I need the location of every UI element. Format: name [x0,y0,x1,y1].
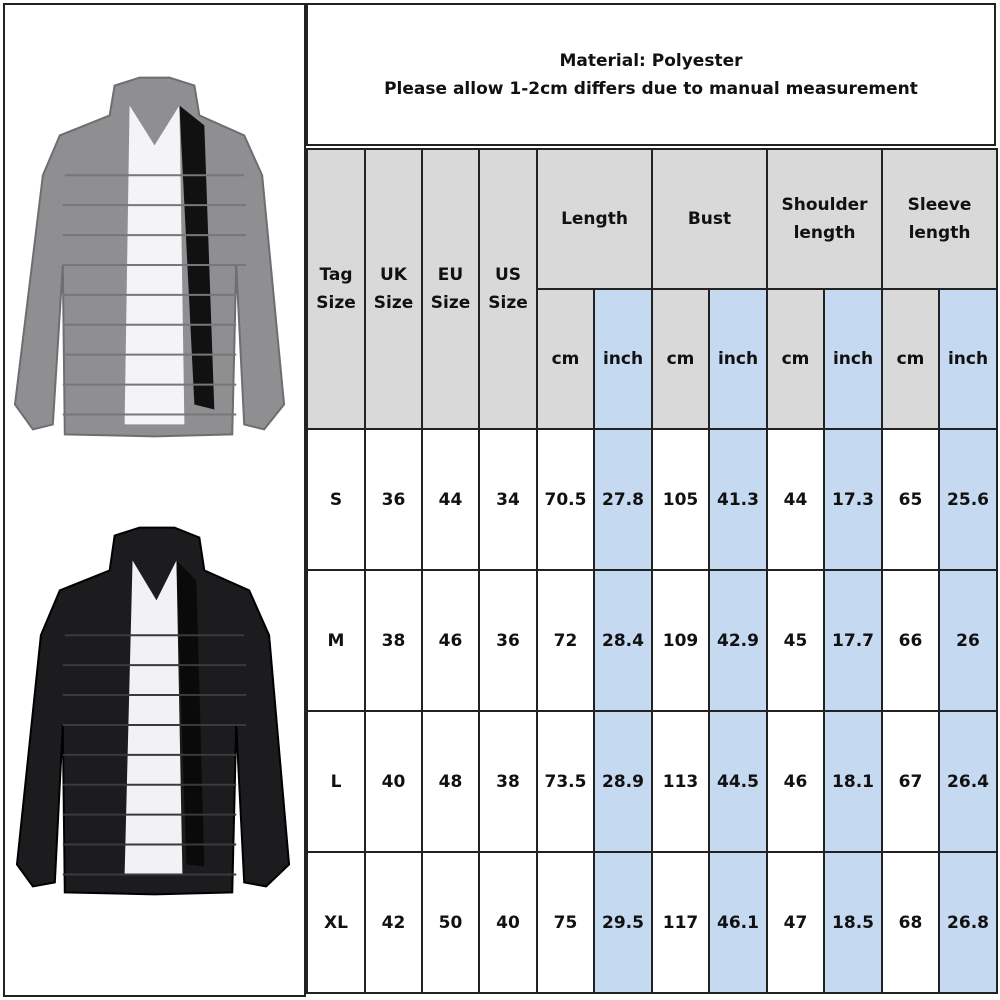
shoulder-cm-cell: 46 [767,711,824,852]
product-image-panel [3,3,306,997]
length-cm-cell: 73.5 [537,711,594,852]
header-row-groups [307,149,997,289]
bust-inch-cell: 46.1 [709,852,767,993]
shoulder-inch-cell: 17.3 [824,429,882,570]
bust-header: Bust [652,149,767,289]
size-chart [306,3,996,997]
eu-size-cell: 46 [422,570,479,711]
tag-size-cell: S [307,429,365,570]
sleeve-inch-cell: 26 [939,570,997,711]
uk-size-cell: 40 [365,711,422,852]
shoulder-inch-cell: 18.5 [824,852,882,993]
length-inch-header: inch [594,289,652,429]
table-row [307,570,997,711]
shoulder-inch-cell: 18.1 [824,711,882,852]
sleeve-inch-cell: 26.4 [939,711,997,852]
eu-size-cell: 48 [422,711,479,852]
length-inch-cell: 27.8 [594,429,652,570]
shoulder-inch-header: inch [824,289,882,429]
uk-size-cell: 36 [365,429,422,570]
table-row [307,852,997,993]
black-jacket-image [5,515,304,905]
eu-size-cell: 44 [422,429,479,570]
measurement-note: Please allow 1-2cm differs due to manual measurement [384,78,918,99]
length-header: Length [537,149,652,289]
sleeve-header: Sleeve length [882,149,997,289]
sleeve-cm-cell: 68 [882,852,939,993]
bust-cm-header: cm [652,289,709,429]
chart-header [306,3,996,146]
bust-cm-cell: 105 [652,429,709,570]
shoulder-cm-header: cm [767,289,824,429]
tag-size-header: Tag Size [307,149,365,429]
length-inch-cell: 28.9 [594,711,652,852]
length-cm-cell: 70.5 [537,429,594,570]
shoulder-cm-cell: 45 [767,570,824,711]
us-size-cell: 36 [479,570,537,711]
eu-size-header: EU Size [422,149,479,429]
us-size-cell: 38 [479,711,537,852]
size-table [306,148,998,994]
sleeve-cm-header: cm [882,289,939,429]
sleeve-cm-cell: 65 [882,429,939,570]
shoulder-header: Shoulder length [767,149,882,289]
shoulder-cm-cell: 44 [767,429,824,570]
bust-cm-cell: 117 [652,852,709,993]
tag-size-cell: L [307,711,365,852]
bust-inch-header: inch [709,289,767,429]
material-text: Material: Polyester [559,50,743,71]
sleeve-cm-cell: 67 [882,711,939,852]
bust-inch-cell: 42.9 [709,570,767,711]
bust-inch-cell: 44.5 [709,711,767,852]
tag-size-cell: M [307,570,365,711]
length-inch-cell: 29.5 [594,852,652,993]
table-row [307,429,997,570]
shoulder-inch-cell: 17.7 [824,570,882,711]
sleeve-cm-cell: 66 [882,570,939,711]
bust-inch-cell: 41.3 [709,429,767,570]
table-row [307,711,997,852]
uk-size-cell: 42 [365,852,422,993]
us-size-cell: 34 [479,429,537,570]
length-cm-cell: 75 [537,852,594,993]
bust-cm-cell: 109 [652,570,709,711]
us-size-cell: 40 [479,852,537,993]
shoulder-cm-cell: 47 [767,852,824,993]
sleeve-inch-cell: 26.8 [939,852,997,993]
length-inch-cell: 28.4 [594,570,652,711]
bust-cm-cell: 113 [652,711,709,852]
grey-jacket-image [5,65,304,445]
eu-size-cell: 50 [422,852,479,993]
us-size-header: US Size [479,149,537,429]
uk-size-header: UK Size [365,149,422,429]
sleeve-inch-cell: 25.6 [939,429,997,570]
length-cm-cell: 72 [537,570,594,711]
length-cm-header: cm [537,289,594,429]
uk-size-cell: 38 [365,570,422,711]
tag-size-cell: XL [307,852,365,993]
sleeve-inch-header: inch [939,289,997,429]
